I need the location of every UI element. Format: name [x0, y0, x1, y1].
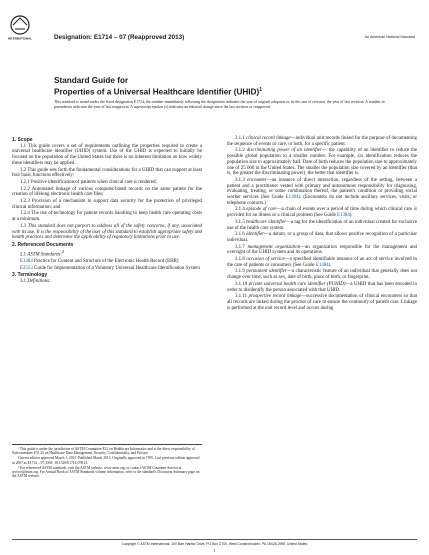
reference-e2553: E2553 Guide for Implementation of a Voluntary Universal Healthcare Identification System — [20, 265, 200, 271]
reference-link-e2553[interactable]: E2553 — [20, 265, 33, 271]
paragraph-2-1: 2.1 ASTM Standards:$^2$ — [20, 248, 65, 258]
paragraph-1-2: 1.2 This guide sets forth the fundamental considerations for a UHID that can support at least four basic functions effectively: — [12, 167, 202, 179]
copyright-notice: Copyright © ASTM International, 100 Barr Harbor Drive, PO Box C700, West Conshohocken, PA 19428-2959. United States — [121, 542, 308, 546]
definition-3-1-11: 3.1.11 prospective record linkage—successive documentation of clinical encounters so that all records are linked during the process of care to ensure the continuity of patient care. Linkage is performed at the unit record level and occurs during — [227, 294, 417, 311]
paragraph-1-3: 1.3 This standard does not purport to address all of the safety concerns, if any, associated with its use. It is the responsibility of the user of this standard to establish appropriate safety and health practices and determine the applicability of regulatory limitations prior to use. — [12, 223, 202, 241]
page-number: 1 — [213, 548, 216, 553]
definition-3-1-4: 3.1.4 episode of care—a chain of events over a period of time during which clinical care is provided for an illness or a clinical problem (See Guide E1384). — [227, 207, 417, 219]
reference-e1384: E1384 Practice for Content and Structure of the Electronic Health Record (EHR) — [20, 258, 179, 264]
definition-3-1-6: 3.1.6 identifier—a datum, or a group of data, that allows positive recognition of a particular individual. — [227, 232, 417, 243]
reference-link-e1384[interactable]: E1384 — [315, 262, 329, 268]
issuance-notice: This standard is issued under the fixed designation E1714; the number immediately following the designation indicates the year of original adoption or, in the case of revision, the year of last revision. A number in parentheses indicates the year of last reapproval. A superscript epsilon (ε) indicates an editorial change since the last revision or reapproval. — [54, 100, 385, 109]
title-line-2: Properties of a Universal Healthcare Identifier (UHID)$^1$ — [54, 86, 262, 97]
section-heading-terminology: 3. Terminology — [12, 272, 48, 279]
reference-link-e1384[interactable]: E1384 — [20, 258, 33, 264]
right-column — [227, 136, 417, 312]
paragraph-1-2-4: 1.2.4 The use of technology for patient records handling to keep health care operating costs at a minimum. — [12, 211, 202, 223]
section-heading-scope: 1. Scope — [12, 137, 33, 143]
svg-text:INTERNATIONAL: INTERNATIONAL — [8, 36, 32, 41]
designation: Designation: E1714 – 07 (Reapproved 2013) — [54, 34, 185, 41]
paragraph-1-1: 1.1 This guide covers a set of requirements outlining the properties required to create a universal healthcare identifier (UHID) system. Use of the UHID is expected to initially be focused on the population of the United States but there is no inherent limitation on how widely these identifiers may be applied. — [12, 143, 202, 166]
document-title — [54, 76, 262, 97]
paragraph-1-2-2: 1.2.2 Automated linkage of various computer-based records on the same patient for the creation of lifelong electronic health care files; — [12, 186, 202, 198]
definition-3-1-10: 3.1.10 private universal health care identifier (PUHID)—a UHID that has been encoded in order to disidentify the person associated with that UHID. — [227, 281, 417, 293]
footnote-2: ² For referenced ASTM standards, visit the ASTM website, www.astm.org, or contact ASTM Customer Service at service@astm.org. For Annual Book of ASTM Standards volume information, refer to the standard's Document Summary page on the ASTM website. — [12, 465, 200, 479]
footnote-1: ¹ This guide is under the jurisdiction of ASTM Committee E31 on Healthcare Informatics and is the direct responsibility of Subcommittee E31.25 on Healthcare Data Management, Security, Confidentiality, and Privacy. — [12, 447, 195, 456]
astm-logo — [8, 15, 32, 41]
title-line-1: Standard Guide for — [54, 76, 129, 85]
definition-3-1-9: 3.1.9 permanent identifier—a characteristic feature of an individual that generally does not change over time, such as sex, date of birth, place of birth, or fingerprint. — [227, 269, 418, 281]
definition-3-1-2: 3.1.2 discriminating power of an identifier— the capability of an identifier to reduce the possible global population to a smaller number. For example, six identification reduces the population size to approximately half. Date of birth reduces the population size to approximately one of 25 000 in the United States. The smaller the population size covered by an identifier (that is, the greater the discriminating power), the better that identifier is. — [227, 148, 417, 177]
left-column — [12, 136, 202, 286]
national-standard-label: An American National Standard — [364, 35, 415, 39]
definition-3-1-3: 3.1.3 encounter—an instance of direct interaction, regardless of the setting, between a patient and a practitioner vested with primary and autonomous responsibility for diagnosing, evaluating, treating, or some combination thereof, the patient's condition or providing social worker services (See Guide E1384). (Encounters do not include ancillary services, visits, or telephone contacts.) — [227, 177, 417, 206]
paragraph-1-2-1: 1.2.1 Positive identification of patients when clinical care is rendered; — [20, 179, 157, 185]
paragraph-1-2-3: 1.2.3 Provision of a mechanism to support data security for the protection of privileged clinical information; and — [12, 199, 202, 210]
footnotes — [12, 444, 202, 479]
reference-link-e1384[interactable]: E1384 — [337, 213, 350, 219]
definition-3-1-5: 3.1.5 healthcare identifier—a tag for the identification of an individual created for exclusive use of the health care system. — [227, 219, 417, 231]
definition-3-1-8: 3.1.8 occasion of service—a specified identifiable instance of an act of service involved in the care of patients or consumers (See Guide E1384). — [227, 257, 418, 268]
title-footnote-mark: 1 — [259, 86, 262, 93]
definition-3-1-7: 3.1.7 management organization—an organization responsible for the management and oversight of the UHID system and its operations. — [227, 244, 417, 256]
paragraph-3-1: 3.1 Definitions: — [20, 279, 51, 285]
definition-3-1-1: 3.1.1 clinical record linkage—individual unit records linked for the purpose of documenting the sequence of events or care, or both, for a specific patient. — [227, 136, 417, 147]
footer-divider — [12, 539, 417, 540]
footnote-1-edition: Current edition approved March 1, 2013. Published March 2013. Originally approved in 1995. Last previous edition approved in 2007 as E1714 – 07. DOI: 10.1520/E1714-07R13. — [12, 456, 200, 465]
reference-link-e1384[interactable]: E1384 — [285, 195, 299, 201]
section-heading-referenced-documents: 2. Referenced Documents — [12, 241, 74, 248]
